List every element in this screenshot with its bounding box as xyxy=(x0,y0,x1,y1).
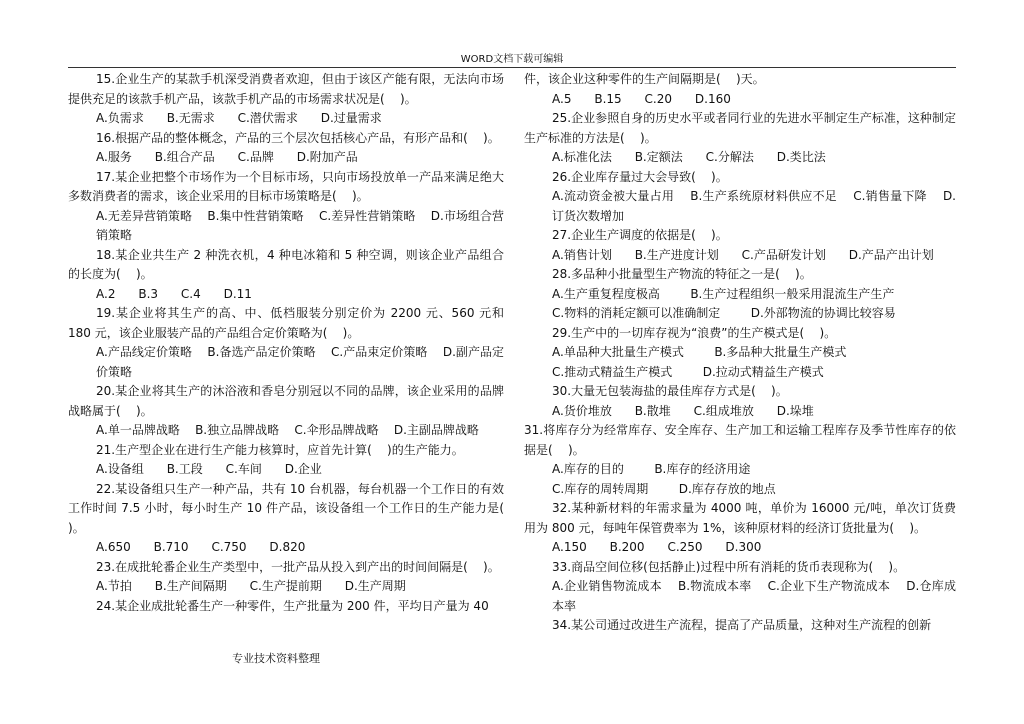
answer-options: A.企业销售物流成本 B.物流成本率 C.企业下生产物流成本 D.仓库成本率 xyxy=(552,579,956,613)
answer-options: C.库存的周转周期 D.库存存放的地点 xyxy=(552,481,776,496)
answer-options: A.销售计划 B.生产进度计划 C.产品研发计划 D.产品产出计划 xyxy=(552,247,934,262)
question-text: 31.将库存分为经常库存、安全库存、生产加工和运输工程库存及季节性库存的依据是( )。 xyxy=(524,423,956,457)
question-text: 17.某企业把整个市场作为一个目标市场，只向市场投放单一产品来满足绝大多数消费者的需求，该企业采用的目标市场策略是( )。 xyxy=(68,169,504,203)
answer-options: A.650 B.710 C.750 D.820 xyxy=(96,540,306,554)
question-text: 23.在成批轮番企业生产类型中，一批产品从投入到产出的时间间隔是( )。 xyxy=(96,559,500,574)
question-text: 32.某种新材料的年需求量为 4000 吨，单价为 16000 元/吨，单次订货费用为 800 元，每吨年保管费率为 1%，该种原材料的经济订货批量为( )。 xyxy=(524,501,956,535)
question-text: 22.某设备组只生产一种产品，共有 10 台机器，每台机器一个工作日的有效工作时间 7.5 小时，每小时生产 10 件产品，该设备组一个工作日的生产能力是( )。 xyxy=(68,481,520,535)
question-text: 25.企业参照自身的历史水平或者同行业的先进水平制定生产标准，这种制定生产标准的方法是( )。 xyxy=(524,111,956,145)
question-text: 27.企业生产调度的依据是( )。 xyxy=(552,228,728,242)
question-text: 16.根据产品的整体概念，产品的三个层次包括核心产品，有形产品和( )。 xyxy=(96,130,500,145)
question-text: 15.企业生产的某款手机深受消费者欢迎，但由于该区产能有限，无法向市场提供充足的该款手机产品，该款手机产品的市场需求状况是( )。 xyxy=(68,72,504,106)
left-column xyxy=(68,70,520,616)
answer-options: A.库存的目的 B.库存的经济用途 xyxy=(552,462,751,476)
question-text: 29.生产中的一切库存视为“浪费”的生产模式是( )。 xyxy=(552,325,837,340)
question-text: 20.某企业将其生产的沐浴液和香皂分别冠以不同的品牌，该企业采用的品牌战略属于( )。 xyxy=(68,384,504,418)
answer-options: A.单品种大批量生产模式 B.多品种大批量生产模式 xyxy=(552,345,847,359)
page-header: WORD文档下载可编辑 xyxy=(460,54,564,65)
page-footer: 专业技术资料整理 xyxy=(232,652,320,665)
answer-options: A.流动资金被大量占用 B.生产系统原材料供应不足 C.销售量下降 D.订货次数增加 xyxy=(552,189,956,223)
answer-options: A.负需求 B.无需求 C.潜伏需求 D.过量需求 xyxy=(96,111,382,125)
answer-options: C.推动式精益生产模式 D.拉动式精益生产模式 xyxy=(552,364,824,379)
answer-options: A.生产重复程度极高 B.生产过程组织一般采用混流生产生产 xyxy=(552,286,895,301)
question-text: 21.生产型企业在进行生产能力核算时，应首先计算( )的生产能力。 xyxy=(96,442,464,457)
right-column xyxy=(524,70,956,636)
question-text: 19.某企业将其生产的高、中、低档服装分别定价为 2200 元、560 元和 180 元，该企业服装产品的产品组合定价策略为( )。 xyxy=(68,306,508,340)
answer-options: A.服务 B.组合产品 C.品牌 D.附加产品 xyxy=(96,150,358,164)
question-text: 28.多品种小批量型生产物流的特征之一是( )。 xyxy=(552,267,812,281)
question-text: 件，该企业这种零件的生产间隔期是( )天。 xyxy=(524,72,765,86)
answer-options: A.2 B.3 C.4 D.11 xyxy=(96,286,252,301)
answer-options: A.节拍 B.生产间隔期 C.生产提前期 D.生产周期 xyxy=(96,579,406,593)
question-text: 18.某企业共生产 2 种洗衣机，4 种电冰箱和 5 种空调，则该企业产品组合的长度为( )。 xyxy=(68,247,504,281)
question-text: 26.企业库存量过大会导致( )。 xyxy=(552,169,728,184)
header-divider xyxy=(68,67,956,68)
answer-options: A.设备组 B.工段 C.车间 D.企业 xyxy=(96,462,322,476)
answer-options: A.无差异营销策略 B.集中性营销策略 C.差异性营销策略 D.市场组合营销策略 xyxy=(96,208,504,242)
answer-options: A.标准化法 B.定额法 C.分解法 D.类比法 xyxy=(552,150,826,164)
question-text: 24.某企业成批轮番生产一种零件，生产批量为 200 件，平均日产量为 40 xyxy=(96,598,489,613)
question-text: 34.某公司通过改进生产流程，提高了产品质量，这种对生产流程的创新 xyxy=(552,618,932,632)
answer-options: C.物料的消耗定额可以准确制定 D.外部物流的协调比较容易 xyxy=(552,306,896,320)
question-text: 33.商品空间位移(包括静止)过程中所有消耗的货币表现称为( )。 xyxy=(552,559,906,574)
answer-options: A.5 B.15 C.20 D.160 xyxy=(552,91,731,106)
answer-options: A.产品线定价策略 B.备选产品定价策略 C.产品束定价策略 D.副产品定价策略 xyxy=(96,345,504,379)
question-text: 30.大量无包装海盐的最佳库存方式是( )。 xyxy=(552,384,788,398)
answer-options: A.单一品牌战略 B.独立品牌战略 C.伞形品牌战略 D.主副品牌战略 xyxy=(96,423,479,437)
answer-options: A.150 B.200 C.250 D.300 xyxy=(552,540,762,554)
answer-options: A.货价堆放 B.散堆 C.组成堆放 D.垛堆 xyxy=(552,403,814,418)
